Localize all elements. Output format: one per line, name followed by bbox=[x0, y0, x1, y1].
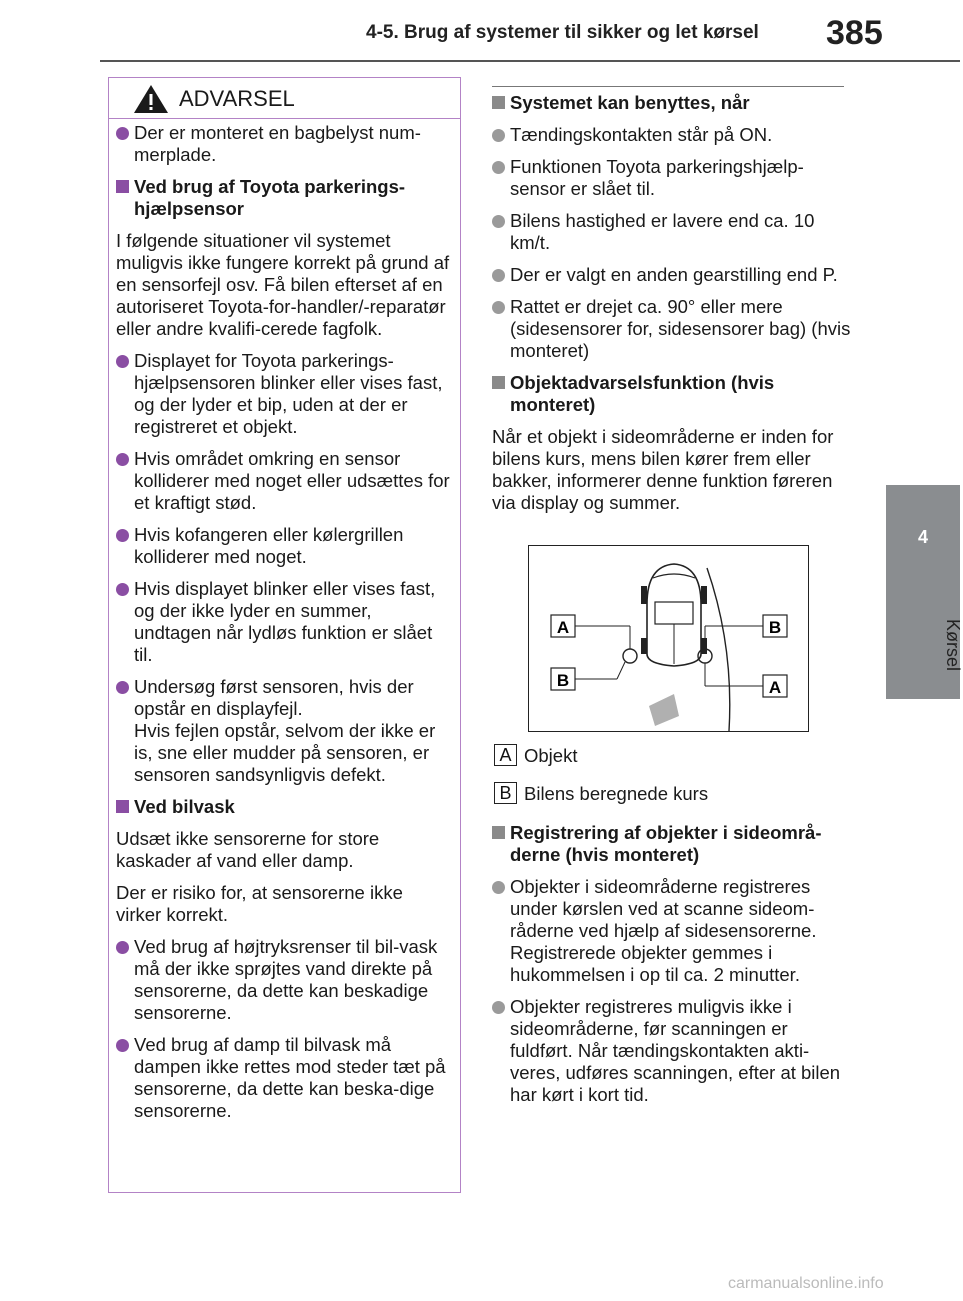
warning-bullet bbox=[116, 676, 452, 786]
page-number: 385 bbox=[826, 14, 883, 52]
paragraph: Når et objekt i sideområderne er inden for bilens kurs, mens bilen kører frem eller bakker, informerer denne funktion føreren via display og summer. bbox=[492, 426, 834, 513]
info-bullet: Objekter registreres muligvis ikke i sideområderne, før scanningen er fuldført. Når tændingskontakten akti-veres, udføres scanningen, efter at bilen har kørt i kort tid. bbox=[492, 996, 852, 1106]
warning-bullet: Hvis området omkring en sensor kolliderer med noget eller udsættes for et kraftigt stød. bbox=[116, 448, 452, 514]
warning-bullet: Hvis displayet blinker eller vises fast, og der ikke lyder en summer, undtagen når lydløs funktion er slået til. bbox=[116, 578, 452, 666]
section-title: 4-5. Brug af systemer til sikker og let kørsel bbox=[366, 22, 759, 43]
section-heading: Objektadvarselsfunktion (hvis monteret) bbox=[492, 372, 852, 416]
legend-b-box: B bbox=[494, 782, 517, 804]
condition-bullet: Bilens hastighed er lavere end ca. 10 km/t. bbox=[492, 210, 852, 254]
section-heading: Systemet kan benyttes, når bbox=[492, 92, 852, 114]
chapter-label-text: Kørsel bbox=[943, 618, 963, 671]
warning-title: ADVARSEL bbox=[179, 86, 295, 111]
right-column-top bbox=[492, 92, 852, 524]
figure-label-a: A bbox=[768, 678, 782, 697]
warning-section-heading: Ved brug af Toyota parkerings-hjælpsensor bbox=[116, 176, 452, 220]
legend-b-text: Bilens beregnede kurs bbox=[524, 783, 709, 804]
warning-bullet: Der er monteret en bagbelyst num-merplade. bbox=[116, 122, 452, 166]
warning-section-heading: Ved bilvask bbox=[116, 796, 452, 818]
header-divider bbox=[100, 60, 960, 62]
right-column-bottom bbox=[492, 822, 852, 1116]
warning-bullet: Displayet for Toyota parkerings-hjælpsensoren blinker eller vises fast, og der lyder et bip, uden at der er registreret et objekt. bbox=[116, 350, 452, 438]
info-bullet: Objekter i sideområderne registreres under kørslen ved at scanne sideom-råderne ved hjælp af sidesensorerne. Registrerede objekter gemmes i hukommelsen i op til ca. 2 minutter. bbox=[492, 876, 852, 986]
condition-bullet: Rattet er drejet ca. 90° eller mere (sidesensorer for, sidesensorer bag) (hvis monteret) bbox=[492, 296, 852, 362]
warning-bullet: Ved brug af damp til bilvask må dampen ikke rettes mod steder tæt på sensorerne, da dette kan beska-dige sensorerne. bbox=[116, 1034, 452, 1122]
warning-paragraph: I følgende situationer vil systemet muligvis ikke fungere korrekt på grund af en sensorfejl osv. Få bilen efterset af en autoriseret Toyota-for-handler/-reparatør eller andre kvalifi-cerede fagfolk. bbox=[116, 230, 450, 339]
warning-bullet: Hvis kofangeren eller kølergrillen kolliderer med noget. bbox=[116, 524, 452, 568]
legend-a-text: Objekt bbox=[524, 745, 578, 766]
legend-a-box: A bbox=[494, 744, 517, 766]
right-column-divider bbox=[492, 86, 844, 87]
warning-bullet-line: Undersøg først sensoren, hvis der opstår en displayfejl. bbox=[134, 676, 414, 719]
warning-bullet: Ved brug af højtryksrenser til bil-vask må der ikke sprøjtes vand direkte på sensorerne, da dette kan beskadige sensorerne. bbox=[116, 936, 452, 1024]
warning-paragraph: Udsæt ikke sensorerne for store kaskader af vand eller damp. bbox=[116, 828, 380, 871]
chapter-label bbox=[893, 575, 963, 671]
warning-content bbox=[116, 122, 452, 1132]
figure-label-b: B bbox=[556, 671, 570, 690]
warning-triangle-icon bbox=[133, 84, 169, 114]
direction-arrow-icon bbox=[649, 694, 679, 726]
sensor-diagram-drawing bbox=[529, 546, 808, 731]
sensor-left-icon bbox=[623, 649, 637, 663]
watermark: carmanualsonline.info bbox=[728, 1275, 884, 1292]
condition-bullet: Der er valgt en anden gearstilling end P. bbox=[492, 264, 852, 286]
warning-bullet-line: Hvis fejlen opstår, selvom der ikke er is, sne eller mudder på sensoren, er sensoren sandsynligvis defekt. bbox=[134, 720, 436, 785]
condition-bullet: Tændingskontakten står på ON. bbox=[492, 124, 852, 146]
figure-label-a: A bbox=[556, 618, 570, 637]
warning-header bbox=[109, 78, 460, 119]
condition-bullet: Funktionen Toyota parkeringshjælp-sensor er slået til. bbox=[492, 156, 852, 200]
chapter-number: 4 bbox=[917, 527, 928, 547]
sensor-diagram bbox=[528, 545, 809, 732]
section-heading: Registrering af objekter i sideområ-derne (hvis monteret) bbox=[492, 822, 852, 866]
warning-paragraph: Der er risiko for, at sensorerne ikke virker korrekt. bbox=[116, 882, 403, 925]
figure-label-b: B bbox=[768, 618, 782, 637]
